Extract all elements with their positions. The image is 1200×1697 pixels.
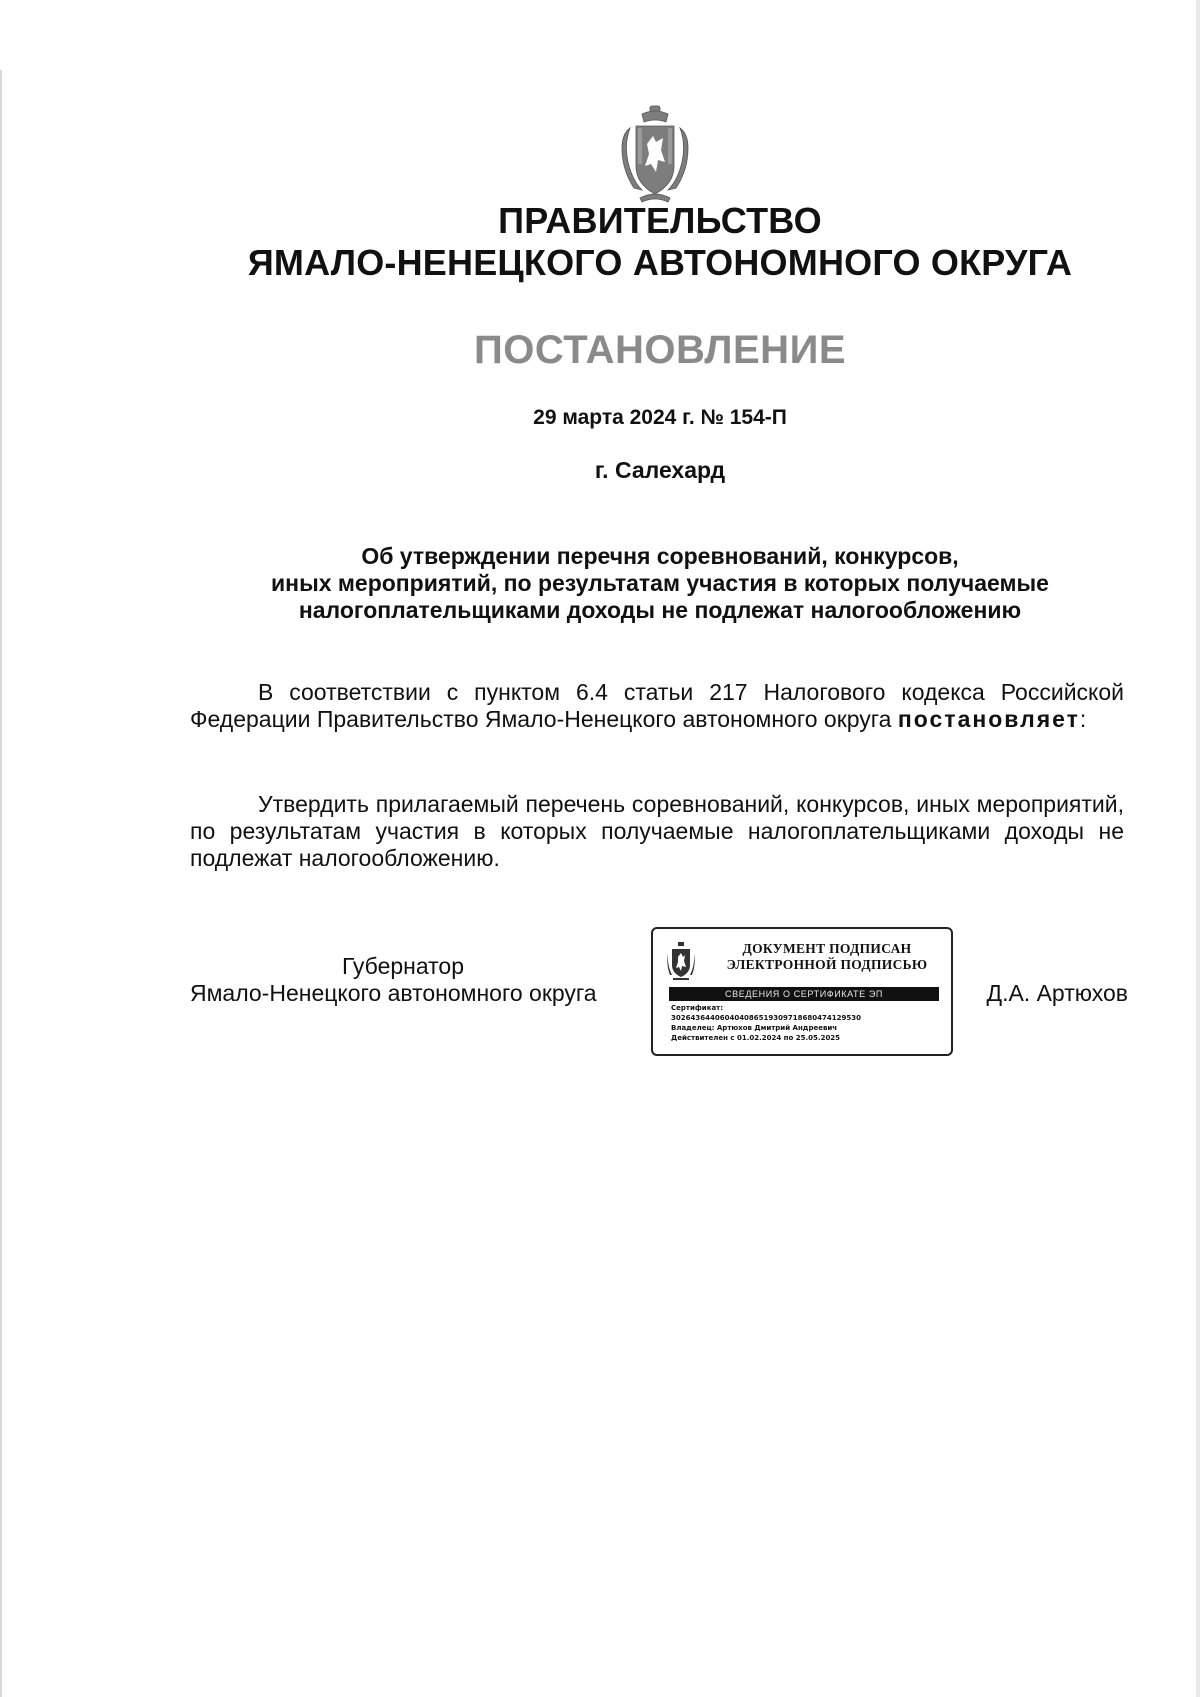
stamp-heading-line-1: ДОКУМЕНТ ПОДПИСАН xyxy=(742,941,912,956)
signer-region: Ямало-Ненецкого автономного округа xyxy=(190,980,597,1006)
stamp-heading xyxy=(709,941,945,973)
organization-name-line-1: ПРАВИТЕЛЬСТВО xyxy=(498,200,822,241)
certificate-validity: Действителен с 01.02.2024 по 25.05.2025 xyxy=(671,1034,841,1042)
document-type: ПОСТАНОВЛЕНИЕ xyxy=(473,328,846,372)
preamble-colon: : xyxy=(1079,706,1087,732)
signer-title xyxy=(190,953,640,1007)
signer-position: Губернатор xyxy=(342,953,465,979)
subject-line: налогоплательщиками доходы не подлежат налогообложению xyxy=(298,597,1022,623)
decree-verb: постановляет xyxy=(897,706,1080,732)
certificate-info-bar: СВЕДЕНИЯ О СЕРТИФИКАТЕ ЭП xyxy=(669,987,939,1001)
scan-edge-left xyxy=(0,70,2,1697)
certificate-owner: Владелец: Артюхов Дмитрий Андреевич xyxy=(671,1024,838,1032)
document-subject xyxy=(200,543,1120,624)
coat-of-arms-icon xyxy=(620,104,690,204)
preamble-text: В соответствии с пунктом 6.4 статьи 217 Налогового кодекса Российской Федерации Правительство Ямало-Ненецкого автономного округа xyxy=(190,679,1124,732)
date-and-number: 29 марта 2024 г. № 154-П xyxy=(533,406,787,429)
preamble-paragraph xyxy=(190,679,1124,733)
signer-name: Д.А. Артюхов xyxy=(986,980,1128,1006)
city: г. Салехард xyxy=(594,457,726,483)
electronic-signature-stamp xyxy=(651,927,953,1056)
stamp-coat-of-arms-icon xyxy=(667,941,695,981)
organization-name-line-2: ЯМАЛО-НЕНЕЦКОГО АВТОНОМНОГО ОКРУГА xyxy=(247,242,1073,283)
subject-line: Об утверждении перечня соревнований, конкурсов, xyxy=(361,543,959,569)
decision-paragraph xyxy=(190,791,1124,872)
stamp-heading-line-2: ЭЛЕКТРОННОЙ ПОДПИСЬЮ xyxy=(726,957,928,972)
certificate-label: Сертификат: xyxy=(671,1004,724,1012)
certificate-value: 302643644060404086519309718680474129530 xyxy=(671,1014,861,1022)
decision-text: Утвердить прилагаемый перечень соревнований, конкурсов, иных мероприятий, по результатам участия в которых получаемые налогоплательщиками доходы не подлежат налогообложению. xyxy=(190,791,1124,871)
subject-line: иных мероприятий, по результатам участия в которых получаемые xyxy=(271,570,1049,596)
